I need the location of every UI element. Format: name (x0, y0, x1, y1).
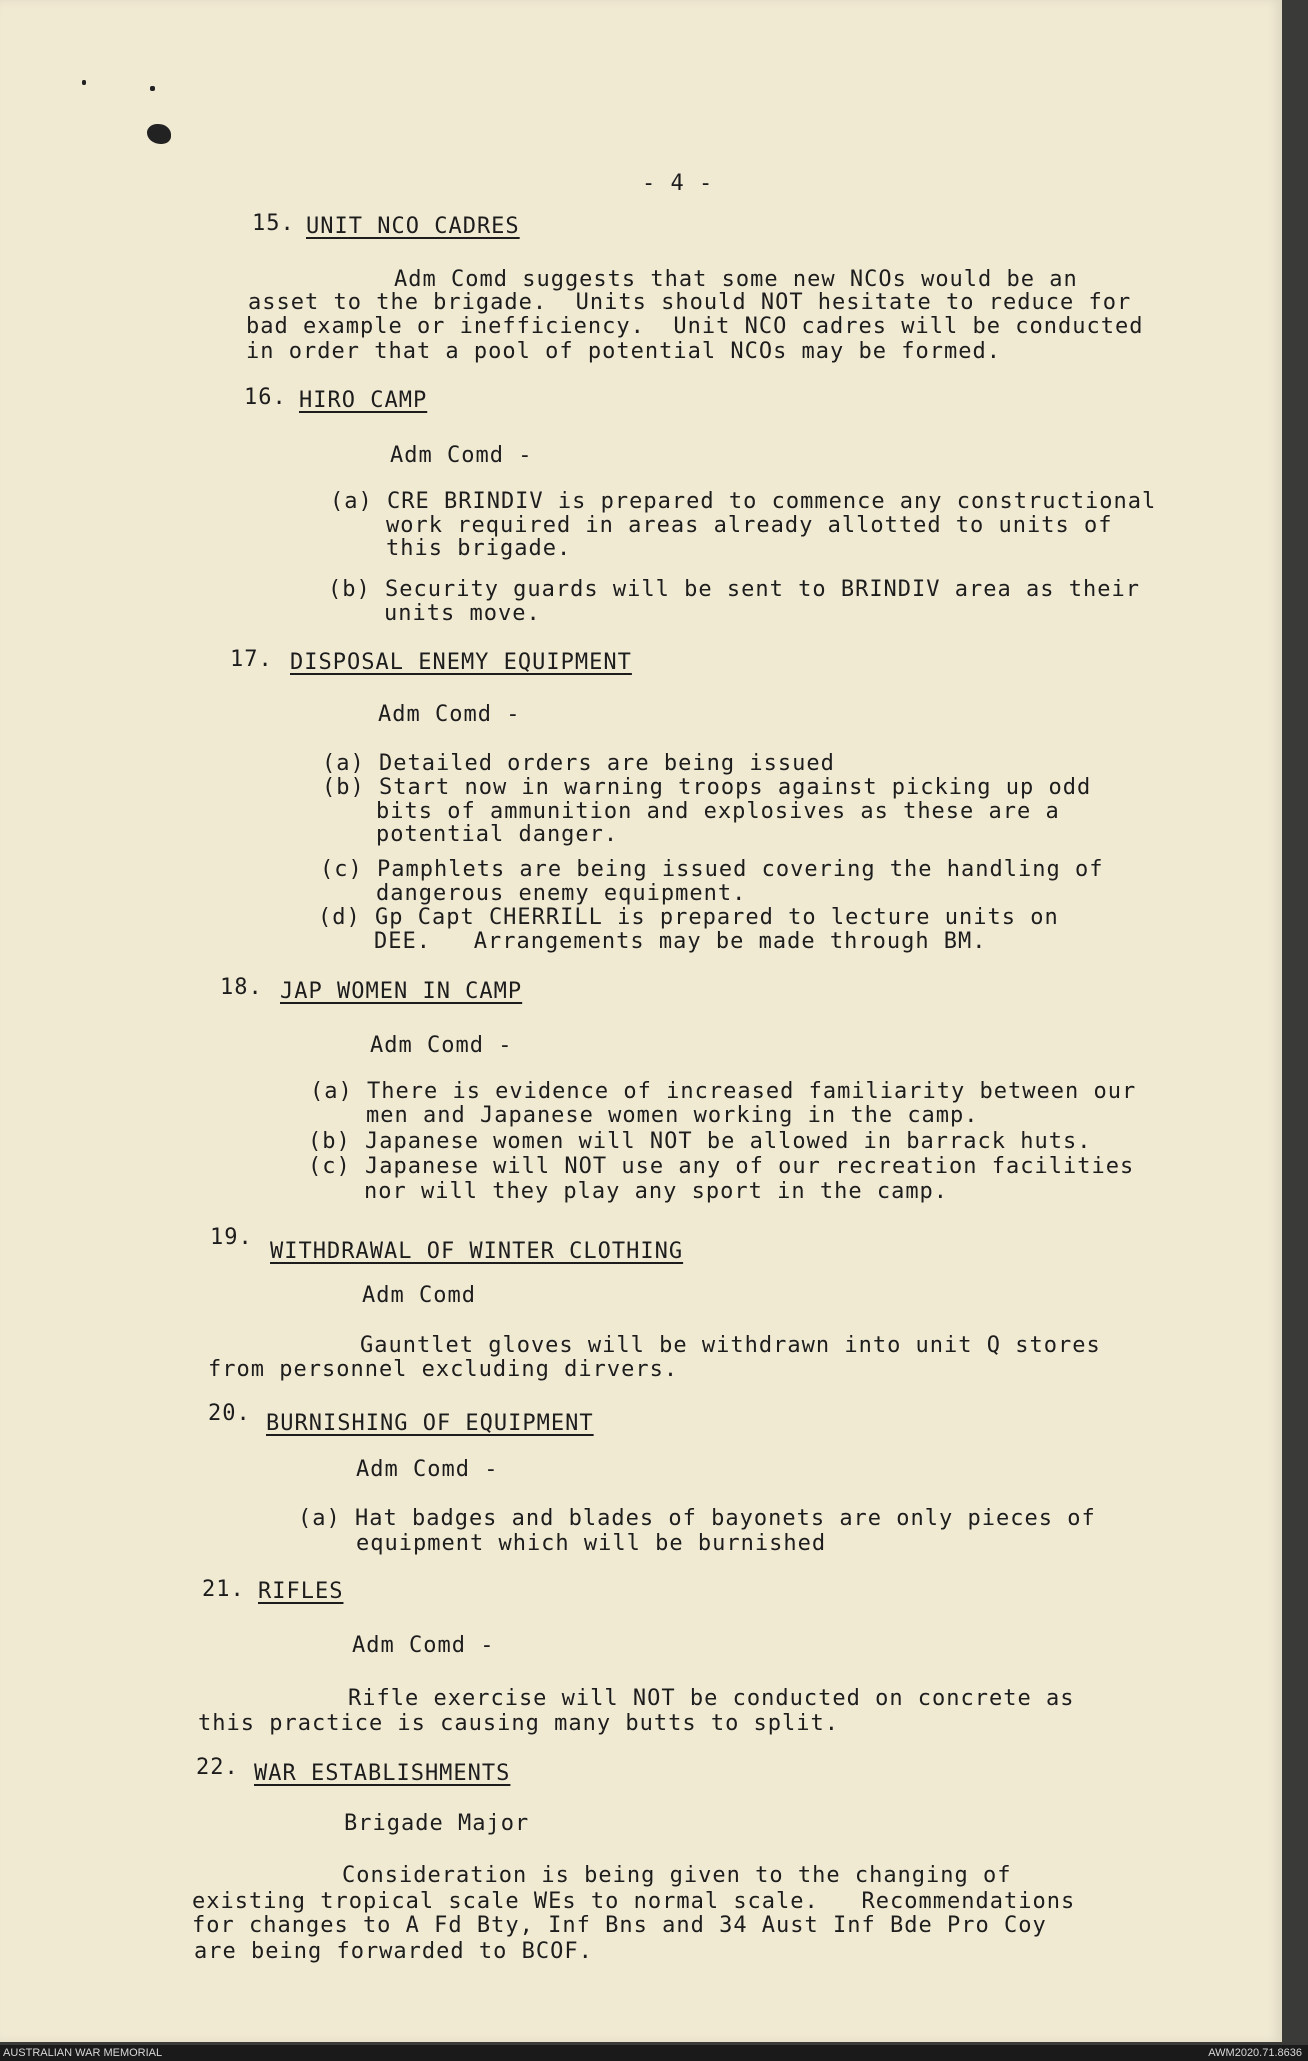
body-line: (d) Gp Capt CHERRILL is prepared to lecture units on (318, 905, 1059, 930)
body-line: Consideration is being given to the changing of (342, 1863, 1012, 1888)
section-number: 19. (210, 1225, 253, 1250)
section-number: 17. (230, 647, 273, 672)
body-line: Brigade Major (344, 1811, 530, 1836)
body-line: Adm Comd - (390, 443, 533, 468)
body-line: Adm Comd - (352, 1633, 495, 1658)
section-heading: DISPOSAL ENEMY EQUIPMENT (290, 650, 632, 675)
body-line: DEE. Arrangements may be made through BM. (374, 929, 987, 954)
section-heading: HIRO CAMP (299, 388, 428, 413)
body-line: (a) Detailed orders are being issued (322, 751, 835, 776)
footer-accession: AWM2020.71.8636 (1208, 2047, 1302, 2059)
body-line: nor will they play any sport in the camp. (364, 1179, 949, 1204)
body-line: Gauntlet gloves will be withdrawn into unit Q stores (360, 1333, 1101, 1358)
body-line: Adm Comd - (356, 1457, 499, 1482)
section-heading: BURNISHING OF EQUIPMENT (266, 1411, 594, 1436)
body-line: Adm Comd - (378, 702, 521, 727)
body-line: this brigade. (386, 536, 572, 561)
page-number: - 4 - (642, 171, 714, 196)
body-line: are being forwarded to BCOF. (194, 1939, 593, 1964)
body-line: bad example or inefficiency. Unit NCO cadres will be conducted (246, 314, 1144, 339)
section-number: 16. (244, 385, 287, 410)
body-line: (b) Japanese women will NOT be allowed in barrack huts. (308, 1129, 1092, 1154)
section-number: 22. (196, 1755, 239, 1780)
body-line: bits of ammunition and explosives as these are a (376, 799, 1060, 824)
section-number: 18. (220, 975, 263, 1000)
section-heading: WITHDRAWAL OF WINTER CLOTHING (270, 1239, 684, 1264)
body-line: asset to the brigade. Units should NOT hesitate to reduce for (248, 290, 1132, 315)
body-line: potential danger. (376, 822, 619, 847)
body-line: Adm Comd - (370, 1033, 513, 1058)
section-number: 15. (252, 211, 295, 236)
body-line: (c) Japanese will NOT use any of our recreation facilities (308, 1154, 1135, 1179)
body-line: in order that a pool of potential NCOs may be formed. (246, 339, 1001, 364)
section-heading: WAR ESTABLISHMENTS (254, 1761, 511, 1786)
body-line: men and Japanese women working in the camp. (366, 1103, 979, 1128)
body-line: (a) Hat badges and blades of bayonets are only pieces of (298, 1506, 1096, 1531)
body-line: (b) Security guards will be sent to BRINDIV area as their (328, 577, 1140, 602)
section-heading: JAP WOMEN IN CAMP (280, 979, 523, 1004)
body-line: (a) CRE BRINDIV is prepared to commence any constructional (330, 489, 1157, 514)
section-number: 21. (202, 1577, 245, 1602)
body-line: (c) Pamphlets are being issued covering the handling of (320, 857, 1104, 882)
body-line: (a) There is evidence of increased familiarity between our (310, 1079, 1137, 1104)
body-line: for changes to A Fd Bty, Inf Bns and 34 Aust Inf Bde Pro Coy (192, 1913, 1047, 1938)
body-line: from personnel excluding dirvers. (208, 1357, 679, 1382)
section-heading: UNIT NCO CADRES (306, 214, 520, 239)
body-line: work required in areas already allotted to units of (386, 513, 1113, 538)
section-number: 20. (208, 1401, 251, 1426)
body-line: Adm Comd suggests that some new NCOs would be an (394, 267, 1078, 292)
body-line: Adm Comd (362, 1283, 476, 1308)
footer-institution: AUSTRALIAN WAR MEMORIAL (3, 2047, 163, 2059)
body-line: this practice is causing many butts to split. (198, 1711, 840, 1736)
body-line: existing tropical scale WEs to normal scale. Recommendations (192, 1889, 1076, 1914)
body-line: equipment which will be burnished (356, 1531, 827, 1556)
body-line: Rifle exercise will NOT be conducted on concrete as (348, 1686, 1075, 1711)
body-line: units move. (384, 601, 541, 626)
archive-footer (0, 2045, 1308, 2061)
section-heading: RIFLES (258, 1579, 344, 1604)
body-line: (b) Start now in warning troops against picking up odd (322, 775, 1092, 800)
body-line: dangerous enemy equipment. (376, 881, 747, 906)
